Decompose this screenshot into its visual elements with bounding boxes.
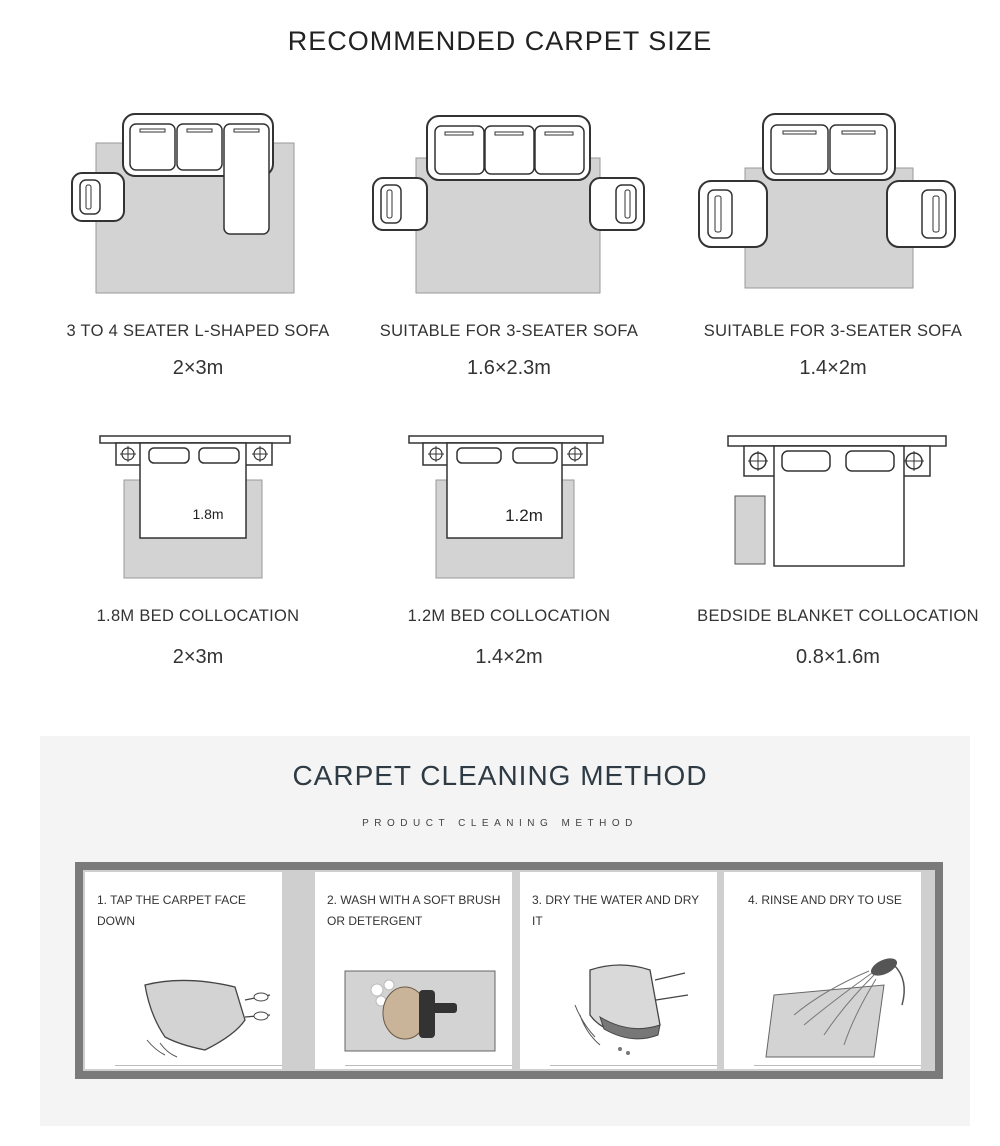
bed-1-2m-diagram-icon — [359, 428, 659, 583]
rinse-shower-icon — [724, 945, 921, 1065]
step-text: 1. TAP THE CARPET FACE DOWN — [97, 893, 246, 928]
step-text: 4. RINSE AND DRY TO USE — [748, 893, 902, 907]
size-dimension: 2×3m — [172, 646, 224, 668]
size-card-bed-1-2 — [359, 428, 659, 678]
size-label: 1.8M BED COLLOCATION — [96, 607, 300, 625]
cleaning-steps-frame — [75, 862, 943, 1079]
size-label: SUITABLE FOR 3-SEATER SOFA — [703, 322, 963, 340]
size-dimension: 1.4×2m — [799, 357, 867, 379]
page-title: RECOMMENDED CARPET SIZE — [287, 26, 713, 56]
size-card-3-seater-b — [683, 108, 983, 388]
size-label: 1.2M BED COLLOCATION — [407, 607, 611, 625]
cleaning-title: CARPET CLEANING METHOD — [292, 760, 708, 791]
brush-icon — [315, 945, 512, 1065]
step-baseline — [345, 1065, 512, 1066]
tap-carpet-icon — [85, 945, 282, 1065]
dry-carpet-icon — [520, 945, 717, 1065]
size-card-bedside-blanket — [688, 428, 988, 678]
bed-1-8m-diagram-icon — [48, 428, 348, 583]
step-baseline — [115, 1065, 282, 1066]
size-dimension: 2×3m — [172, 357, 224, 379]
size-card-l-sofa — [48, 108, 348, 388]
two-seat-sofa-armchairs-diagram-icon — [683, 108, 983, 298]
size-card-bed-1-8 — [48, 428, 348, 678]
size-dimension: 0.8×1.6m — [796, 646, 880, 668]
cleaning-step-4 — [724, 872, 921, 1069]
step-text: 3. DRY THE WATER AND DRY IT — [532, 893, 699, 928]
bed-width-label: 1.8m — [192, 506, 224, 522]
cleaning-step-1 — [85, 872, 282, 1069]
three-seater-sofa-diagram-icon — [359, 108, 659, 298]
cleaning-step-2 — [315, 872, 512, 1069]
step-baseline — [754, 1065, 921, 1066]
step-text: 2. WASH WITH A SOFT BRUSH OR DETERGENT — [327, 893, 501, 928]
bed-width-label: 1.2m — [505, 506, 543, 525]
cleaning-subtitle: PRODUCT CLEANING METHOD — [362, 818, 638, 829]
size-dimension: 1.6×2.3m — [467, 357, 551, 379]
size-label: SUITABLE FOR 3-SEATER SOFA — [379, 322, 639, 340]
size-label: 3 TO 4 SEATER L-SHAPED SOFA — [66, 322, 330, 340]
step-baseline — [550, 1065, 717, 1066]
l-sofa-diagram-icon — [48, 108, 348, 298]
size-label: BEDSIDE BLANKET COLLOCATION — [697, 607, 979, 625]
bedside-blanket-diagram-icon — [688, 428, 988, 583]
size-card-3-seater-a — [359, 108, 659, 388]
size-dimension: 1.4×2m — [475, 646, 543, 668]
cleaning-step-3 — [520, 872, 717, 1069]
